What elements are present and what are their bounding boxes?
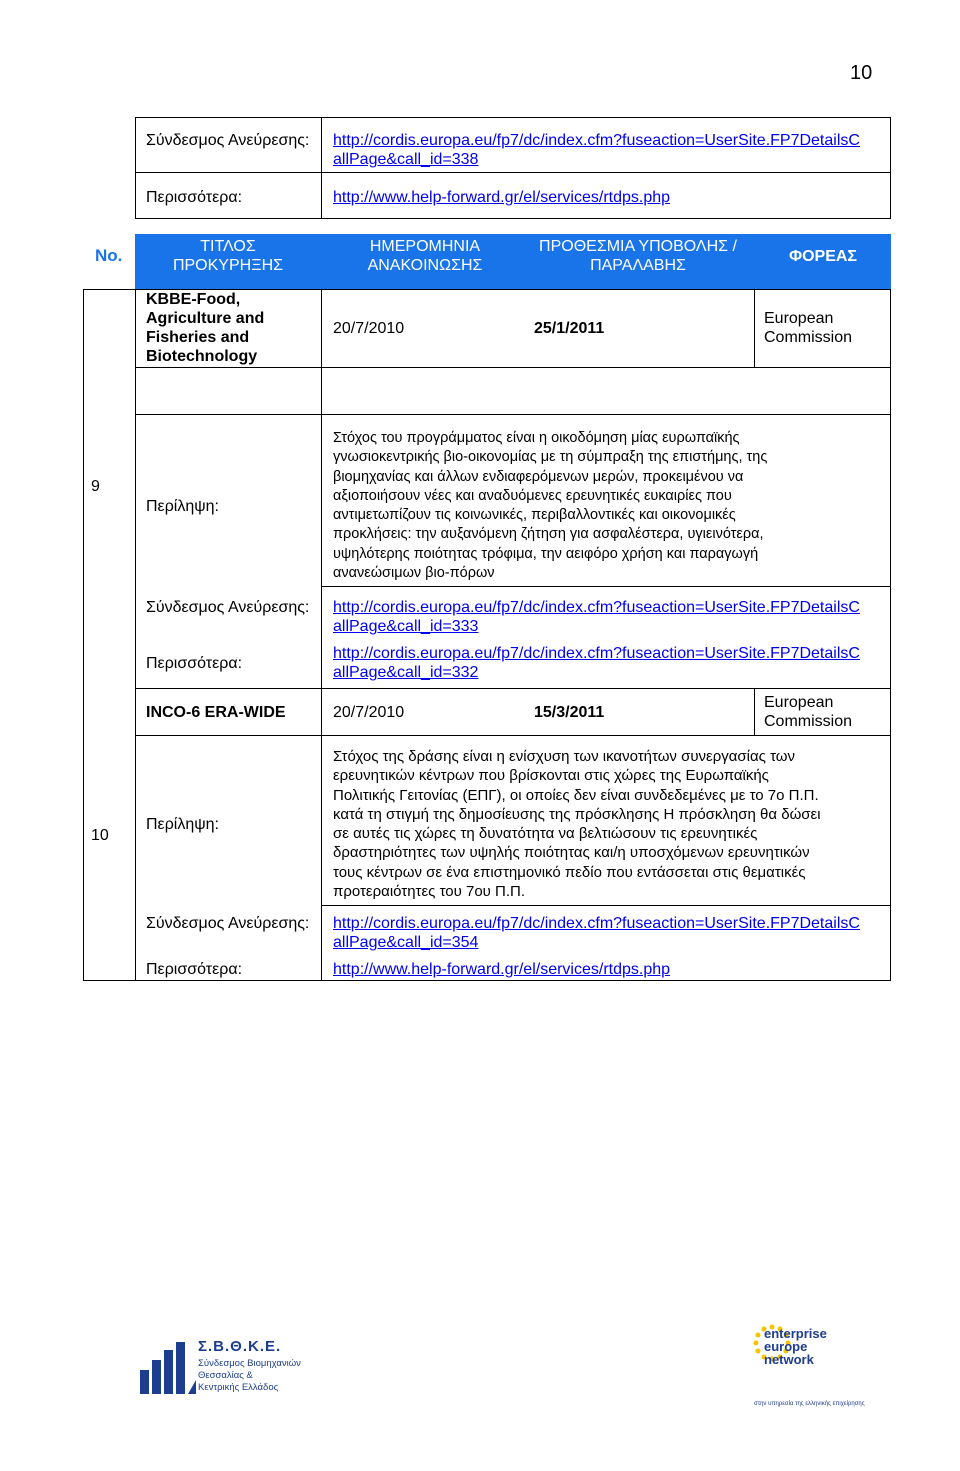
entry9-no: 9 xyxy=(91,478,100,495)
header-title: ΤΙΤΛΟΣ ΠΡΟΚΥΡΗΞΗΣ xyxy=(172,238,284,274)
een-tagline: στην υπηρεσία της ελληνικής επιχείρησης xyxy=(754,1401,865,1407)
entry9-more-url[interactable]: http://cordis.europa.eu/fp7/dc/index.cfm?fuseaction=UserSite.FP7DetailsC allPage&call_id=332 xyxy=(333,645,860,681)
entry9-link-label: Σύνδεσμος Ανεύρεσης: xyxy=(146,599,310,616)
entry10-title: INCO-6 ERA-WIDE xyxy=(146,704,286,721)
entry9-announce: 20/7/2010 xyxy=(333,320,405,337)
top-link-url[interactable]: http://cordis.europa.eu/fp7/dc/index.cfm?fuseaction=UserSite.FP7DetailsC allPage&call_id=338 xyxy=(333,132,860,168)
entry10-link-url[interactable]: http://cordis.europa.eu/fp7/dc/index.cfm?fuseaction=UserSite.FP7DetailsC allPage&call_id=354 xyxy=(333,915,860,951)
entry10-link-label: Σύνδεσμος Ανεύρεσης: xyxy=(146,915,310,932)
entry10-no: 10 xyxy=(91,827,109,844)
entry9-body: European Commission xyxy=(764,310,853,346)
factory-icon xyxy=(138,1340,198,1396)
sbtke-subtitle: Σύνδεσμος Βιομηχανιών Θεσσαλίας & Κεντρικής Ελλάδος xyxy=(198,1358,301,1393)
sbtke-logo xyxy=(138,1338,308,1398)
entry10-more-label: Περισσότερα: xyxy=(146,961,243,978)
header-no: No. xyxy=(95,246,123,265)
entry9-title: KBBE-Food, Agriculture and Fisheries and Biotechnology xyxy=(146,291,265,365)
entry10-deadline: 15/3/2011 xyxy=(534,704,605,721)
top-link-label: Σύνδεσμος Ανεύρεσης: xyxy=(146,132,310,149)
entry10-announce: 20/7/2010 xyxy=(333,704,405,721)
entry9-link-url[interactable]: http://cordis.europa.eu/fp7/dc/index.cfm?fuseaction=UserSite.FP7DetailsC allPage&call_id=333 xyxy=(333,599,860,635)
entry9-summary: Στόχος του προγράμματος είναι η οικοδόμηση μίας ευρωπαϊκής γνωσιοκεντρικής βιο-οικονομίας με τη σύμπραξη της επιστήμης, της βιομηχανίας και άλλων ενδιαφερόμενων μερών, προκειμένου να αξιοποιήσουν νέες και αναδυόμενες ερευνητικές ευκαιρίες που αντιμετωπίζουν τις κοινωνικές, περιβαλλοντικές και οικονομικές προκλήσεις: την αυξανόμενη ζήτηση για ασφαλέστερα, υγιεινότερα, υψηλότερης ποιότητας τρόφιμα, την αειφόρο χρήση και παραγωγή ανανεώσιμων βιο-πόρων xyxy=(333,430,768,582)
header-body: ΦΟΡΕΑΣ xyxy=(788,248,858,265)
header-date: ΗΜΕΡΟΜΗΝΙΑ ΑΝΑΚΟΙΝΩΣΗΣ xyxy=(367,238,483,274)
entry9-more-label: Περισσότερα: xyxy=(146,655,243,672)
entry10-summary: Στόχος της δράσης είναι η ενίσχυση των ικανοτήτων συνεργασίας των ερευνητικών κέντρων που βρίσκονται στις χώρες της Ευρωπαϊκής Πολιτικής Γειτονίας (ΕΠΓ), οι οποίες δεν είναι συνδεδεμένες με το 7ο Π.Π. κατά τη στιγμή της δημοσίευσης της πρόσκλησης Η πρόσκληση θα δώσει σε αυτές τις χώρες τη δυνατότητα να βελτιώσουν τις ερευνητικές δραστηριότητες των υψηλής ποιότητας και/η υποσχόμενων ερευνητικών τους κέντρων σε ένα επιστημονικό πεδίο που εντάσσεται στις θεματικές προτεραιότητες του 7ου Π.Π. xyxy=(333,748,821,901)
top-more-label: Περισσότερα: xyxy=(146,189,243,206)
top-more-url[interactable]: http://www.help-forward.gr/el/services/rtdps.php xyxy=(333,189,671,206)
entry10-body: European Commission xyxy=(764,694,853,730)
page-number: 10 xyxy=(850,62,873,84)
entry10-summary-label: Περίληψη: xyxy=(146,816,219,833)
header-deadline: ΠΡΟΘΕΣΜΙΑ ΥΠΟΒΟΛΗΣ / ΠΑΡΑΛΑΒΗΣ xyxy=(539,238,737,274)
entry9-summary-label: Περίληψη: xyxy=(146,498,219,515)
een-text: enterprise europe network xyxy=(764,1326,827,1367)
entry9-deadline: 25/1/2011 xyxy=(534,320,605,337)
sbtke-title: Σ.Β.Θ.Κ.Ε. xyxy=(198,1338,282,1355)
een-logo xyxy=(750,1315,865,1410)
entry10-more-url[interactable]: http://www.help-forward.gr/el/services/rtdps.php xyxy=(333,961,671,978)
